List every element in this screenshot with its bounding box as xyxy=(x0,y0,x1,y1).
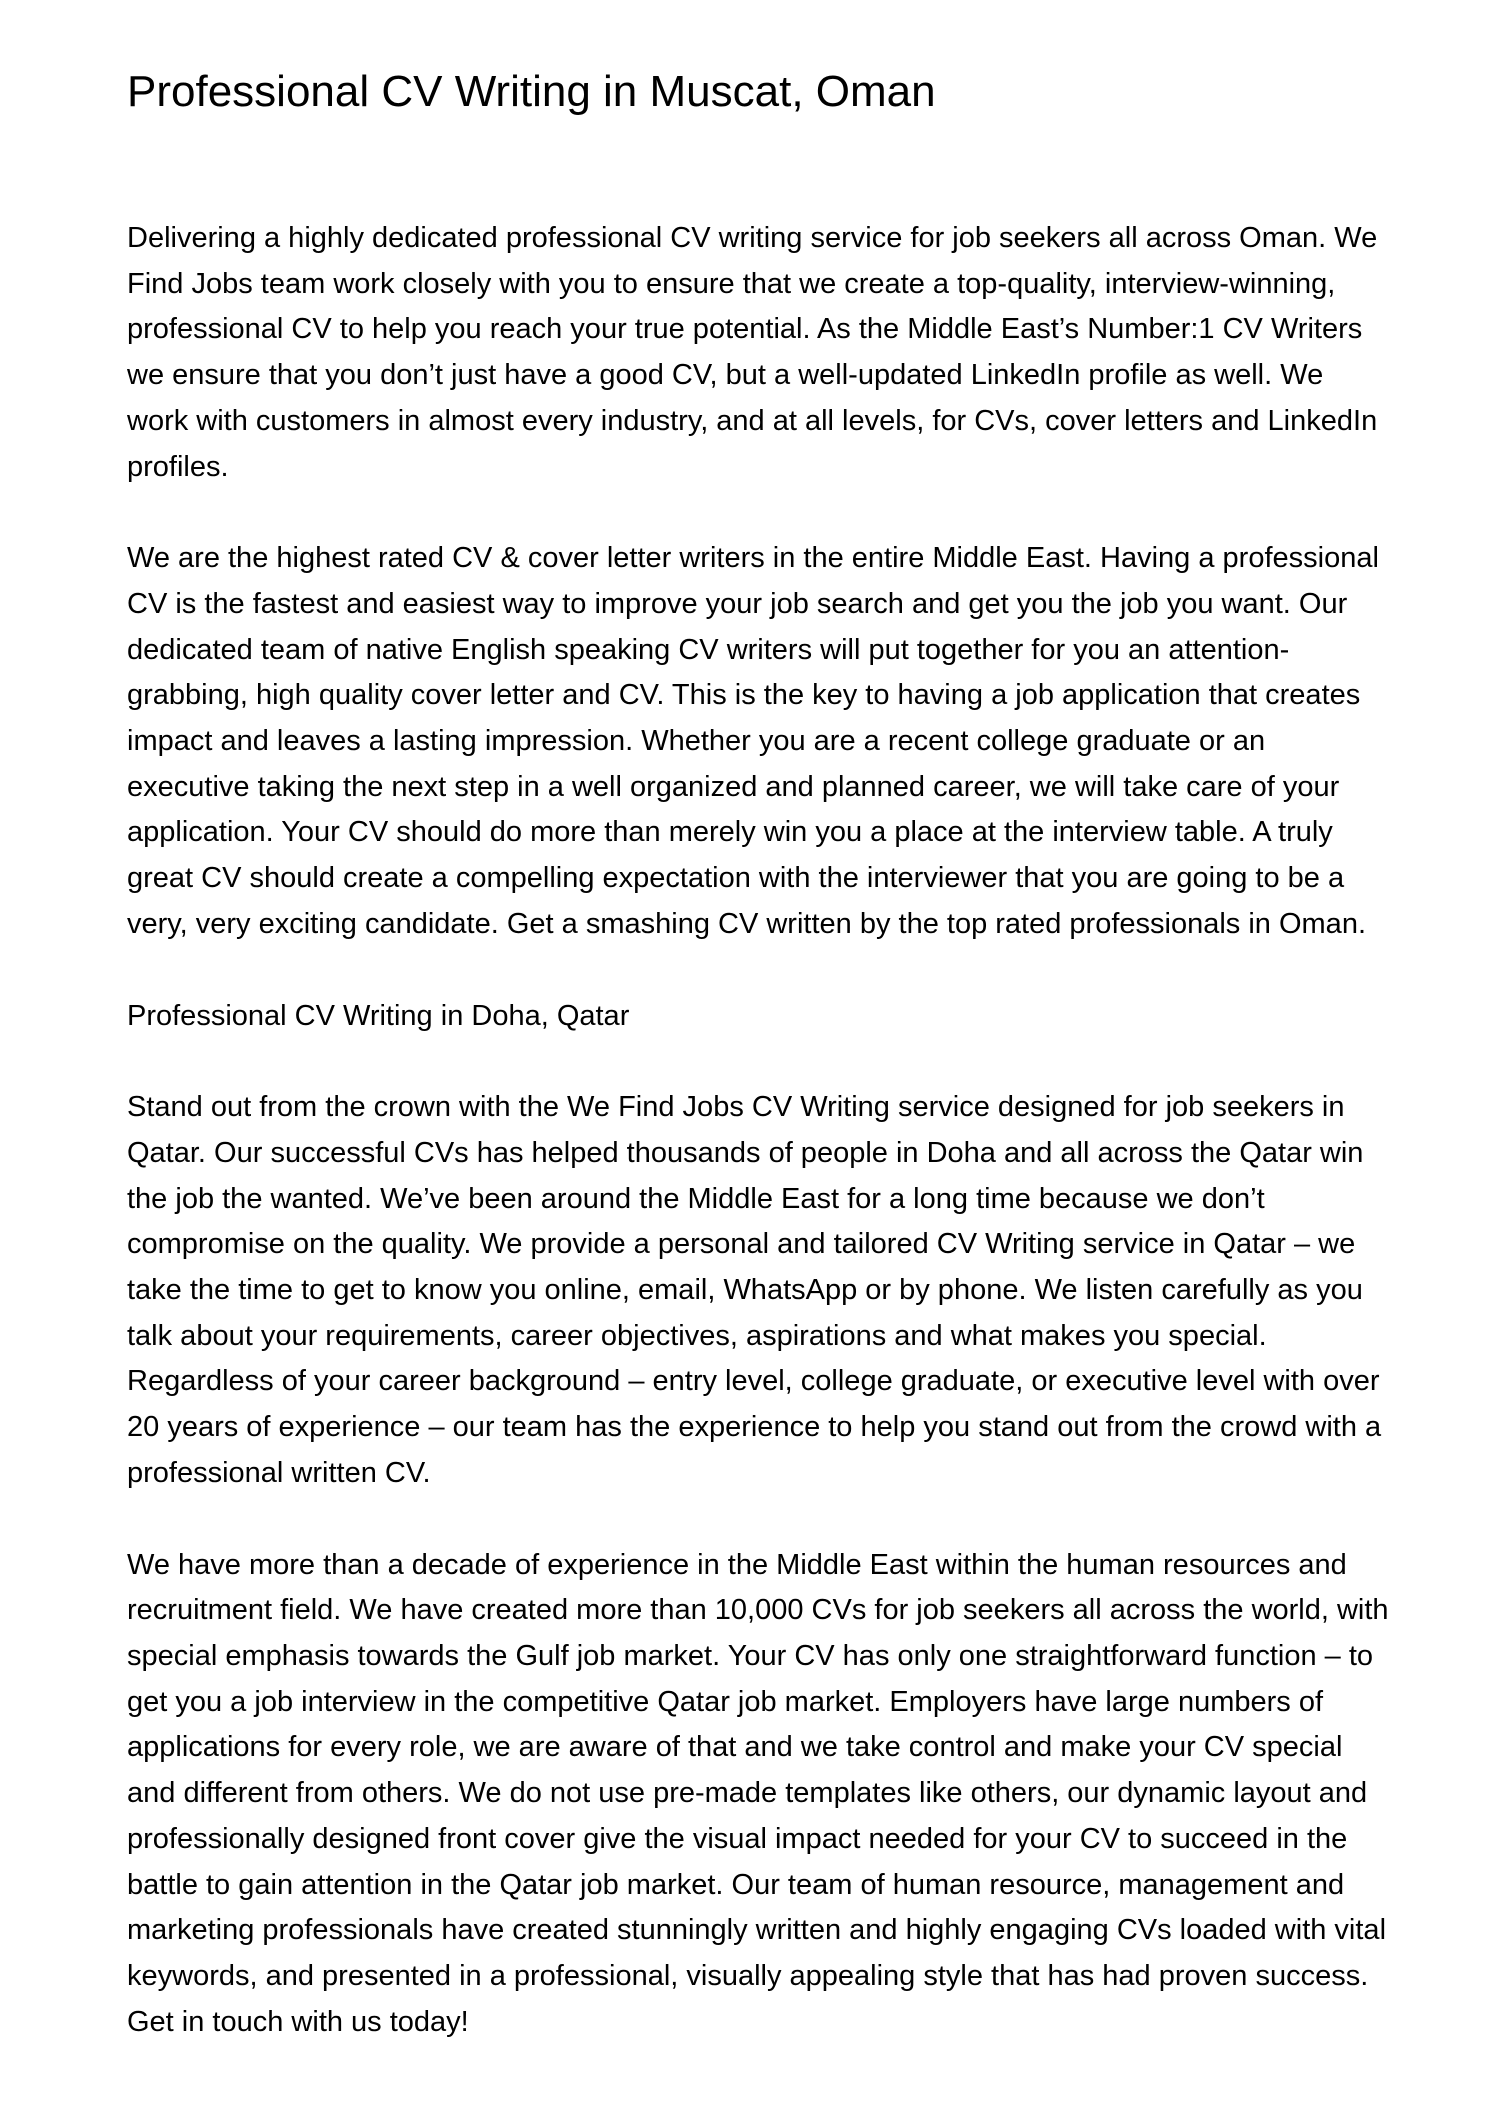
paragraph-qatar-intro: Stand out from the crown with the We Find Jobs CV Writing service designed for job seekers in Qatar. Our successful CVs has helped thousands of people in Doha and all across the Qatar win the job the wanted. We’ve been around the Middle East for a long time because we don’t compromise on the quality. We provide a personal and tailored CV Writing service in Qatar – we take the time to get to know you online, email, WhatsApp or by phone. We listen carefully as you talk about your requirements, career objectives, aspirations and what makes you special. Regardless of your career background – entry level, college graduate, or executive level with over 20 years of experience – our team has the experience to help you stand out from the crowd with a professional written CV. xyxy=(127,1091,1382,1489)
page-title: Professional CV Writing in Muscat, Oman xyxy=(127,67,936,116)
paragraph-intro: Delivering a highly dedicated professional CV writing service for job seekers all across Oman. We Find Jobs team work closely with you to ensure that we create a top-quality, interview-winning, professional CV to help you reach your true potential. As the Middle East’s Number:1 CV Writers we ensure that you don’t just have a good CV, but a well-updated LinkedIn profile as well. We work with customers in almost every industry, and at all levels, for CVs, cover letters and LinkedIn profiles. xyxy=(127,222,1378,483)
document-page xyxy=(127,60,1389,2045)
paragraph-oman-rating: We are the highest rated CV & cover letter writers in the entire Middle East. Having a professional CV is the fastest and easiest way to improve your job search and get you the job you want. Our dedicated team of native English speaking CV writers will put together for you an attention-grabbing, high quality cover letter and CV. This is the key to having a job application that creates impact and leaves a lasting impression. Whether you are a recent college graduate or an executive taking the next step in a well organized and planned career, we will take care of your application. Your CV should do more than merely win you a place at the interview table. A truly great CV should create a compelling expectation with the interviewer that you are going to be a very, very exciting candidate. Get a smashing CV written by the top rated professionals in Oman. xyxy=(127,542,1379,940)
section-heading-qatar: Professional CV Writing in Doha, Qatar xyxy=(127,999,630,1032)
paragraph-qatar-experience: We have more than a decade of experience in the Middle East within the human resources and recruitment field. We have created more than 10,000 CVs for job seekers all across the world, with special emphasis towards the Gulf job market. Your CV has only one straightforward function – to get you a job interview in the competitive Qatar job market. Employers have large numbers of applications for every role, we are aware of that and we take control and make your CV special and different from others. We do not use pre-made templates like others, our dynamic layout and professionally designed front cover give the visual impact needed for your CV to succeed in the battle to gain attention in the Qatar job market. Our team of human resource, management and marketing professionals have created stunningly written and highly engaging CVs loaded with vital keywords, and presented in a professional, visually appealing style that has had proven success. Get in touch with us today! xyxy=(127,1548,1389,2038)
